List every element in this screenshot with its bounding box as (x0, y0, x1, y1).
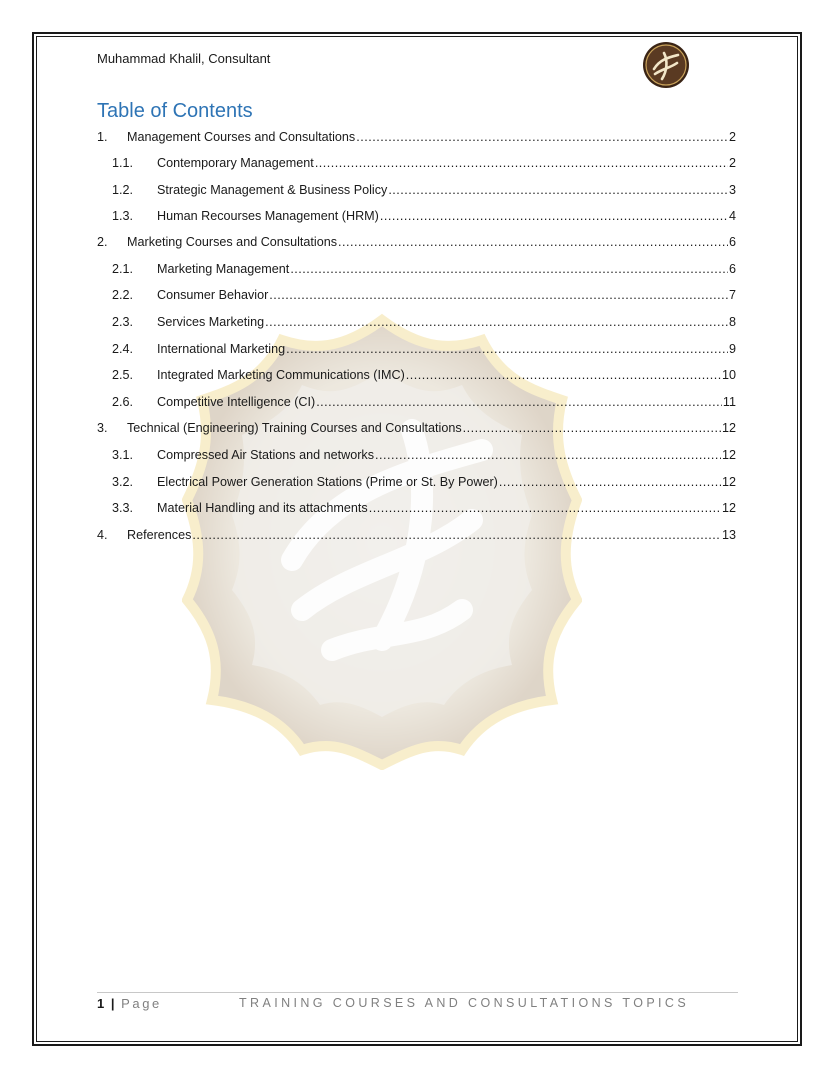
toc-entry-title: Contemporary Management (157, 156, 314, 170)
toc-entry-title: Electrical Power Generation Stations (Prime or St. By Power) (157, 475, 498, 489)
toc-entry-number: 3.1. (112, 448, 134, 462)
toc-entry-page: 12 (721, 501, 736, 515)
toc-entry-1-3[interactable] (112, 207, 736, 225)
footer-page-number: 1 (97, 996, 105, 1011)
toc-entry-page: 12 (721, 421, 736, 435)
toc-leader-dots (369, 499, 721, 517)
toc-entry-title: Human Recourses Management (HRM) (157, 209, 379, 223)
toc-entry-page: 9 (728, 342, 736, 356)
toc-entry-3-1[interactable] (112, 446, 736, 464)
calligraphy-seal-logo-icon (642, 41, 690, 89)
toc-entry-title: International Marketing (157, 342, 286, 356)
toc-entry-number: 3.3. (112, 501, 134, 515)
toc-entry-number: 2. (97, 235, 108, 249)
toc-leader-dots (315, 154, 728, 172)
toc-leader-dots (463, 419, 721, 437)
toc-entry-number: 1.3. (112, 209, 134, 223)
toc-entry-title: Consumer Behavior (157, 288, 269, 302)
toc-entry-page: 12 (721, 448, 736, 462)
footer-separator: | (110, 996, 115, 1011)
toc-entry-2-6[interactable] (112, 393, 736, 411)
toc-entry-page: 11 (722, 395, 736, 409)
toc-entry-number: 2.2. (112, 288, 134, 302)
toc-entry-3-2[interactable] (112, 473, 736, 491)
toc-leader-dots (356, 128, 728, 146)
toc-entry-page: 6 (728, 262, 736, 276)
toc-entry-page: 3 (728, 183, 736, 197)
toc-entry-number: 2.5. (112, 368, 134, 382)
toc-entry-number: 1.1. (112, 156, 134, 170)
toc-entry-number: 2.3. (112, 315, 134, 329)
toc-entry-2-2[interactable] (112, 286, 736, 304)
toc-entry-title: Technical (Engineering) Training Courses and Consultations (127, 421, 462, 435)
toc-entry-title: Material Handling and its attachments (157, 501, 368, 515)
toc-entry-1-1[interactable] (112, 154, 736, 172)
toc-leader-dots (406, 366, 721, 384)
toc-entry-2-1[interactable] (112, 260, 736, 278)
toc-leader-dots (499, 473, 721, 491)
toc-entry-page: 13 (721, 528, 736, 542)
toc-leader-dots (375, 446, 721, 464)
toc-entry-number: 1.2. (112, 183, 134, 197)
toc-entry-title: Marketing Management (157, 262, 290, 276)
toc-entry-number: 2.6. (112, 395, 134, 409)
toc-entry-2-3[interactable] (112, 313, 736, 331)
toc-entry-page: 8 (728, 315, 736, 329)
toc-leader-dots (265, 313, 728, 331)
toc-entry-title: References (127, 528, 192, 542)
toc-entry-title: Services Marketing (157, 315, 265, 329)
toc-entry-4[interactable] (97, 526, 736, 544)
toc-leader-dots (316, 393, 722, 411)
toc-entry-title: Integrated Marketing Communications (IMC) (157, 368, 405, 382)
toc-entry-page: 2 (728, 130, 736, 144)
toc-entry-number: 2.1. (112, 262, 134, 276)
toc-entry-page: 4 (728, 209, 736, 223)
toc-entry-3-3[interactable] (112, 499, 736, 517)
toc-entry-page: 2 (728, 156, 736, 170)
footer-page-label (97, 996, 162, 1011)
toc-entry-1-2[interactable] (112, 181, 736, 199)
toc-leader-dots (380, 207, 728, 225)
toc-entry-1[interactable] (97, 128, 736, 146)
toc-entry-page: 6 (728, 235, 736, 249)
toc-entry-number: 3.2. (112, 475, 134, 489)
toc-entry-title: Competitive Intelligence (CI) (157, 395, 316, 409)
toc-entry-2[interactable] (97, 233, 736, 251)
footer-page-word: Page (121, 996, 162, 1011)
toc-entry-title: Management Courses and Consultations (127, 130, 356, 144)
toc-leader-dots (388, 181, 728, 199)
toc-entry-number: 2.4. (112, 342, 134, 356)
toc-entry-title: Strategic Management & Business Policy (157, 183, 388, 197)
toc-leader-dots (290, 260, 728, 278)
toc-leader-dots (286, 340, 728, 358)
toc-entry-2-5[interactable] (112, 366, 736, 384)
toc-heading: Table of Contents (97, 100, 253, 122)
header-author: Muhammad Khalil, Consultant (97, 51, 271, 66)
toc-entry-number: 3. (97, 421, 108, 435)
toc-entry-page: 7 (728, 288, 736, 302)
toc-entry-3[interactable] (97, 419, 736, 437)
footer-divider (97, 992, 738, 993)
toc-entry-title: Compressed Air Stations and networks (157, 448, 374, 462)
toc-entry-page: 10 (721, 368, 736, 382)
toc-leader-dots (269, 286, 728, 304)
footer-document-title: TRAINING COURSES AND CONSULTATIONS TOPICS (239, 996, 690, 1010)
toc-entry-2-4[interactable] (112, 340, 736, 358)
toc-entry-page: 12 (721, 475, 736, 489)
toc-leader-dots (192, 526, 721, 544)
toc-entry-title: Marketing Courses and Consultations (127, 235, 338, 249)
toc-entry-number: 4. (97, 528, 108, 542)
toc-entry-number: 1. (97, 130, 108, 144)
toc-leader-dots (338, 233, 728, 251)
